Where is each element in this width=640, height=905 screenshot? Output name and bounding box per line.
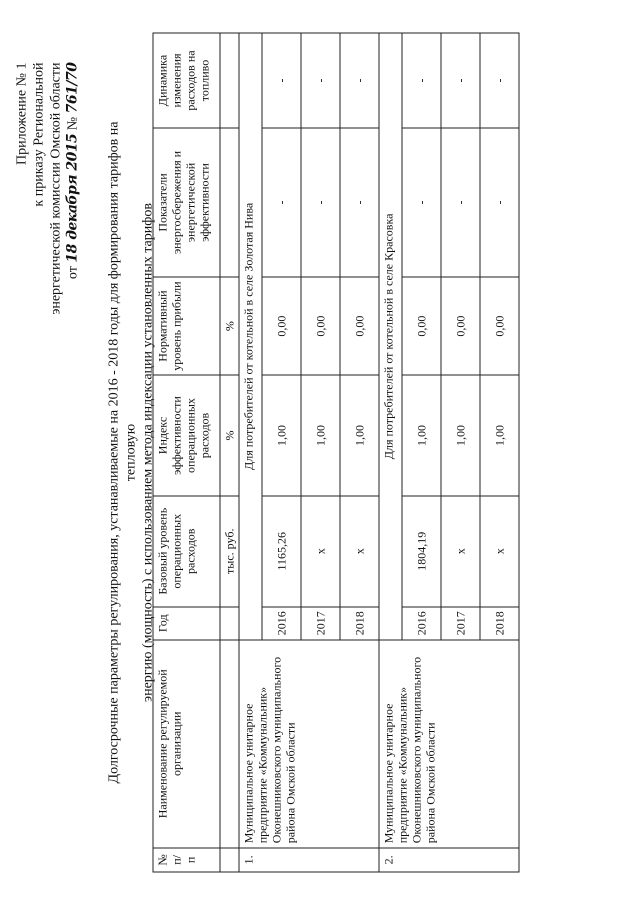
year-cell: 2018 bbox=[340, 607, 379, 640]
year-cell: 2017 bbox=[441, 607, 480, 640]
appendix-date-number bbox=[65, 63, 82, 423]
rotated-document-page bbox=[8, 23, 633, 883]
energy-saving-cell: - bbox=[402, 128, 441, 277]
profit-level-cell: 0,00 bbox=[340, 277, 379, 375]
unit-cell bbox=[220, 640, 239, 848]
profit-level-cell: 0,00 bbox=[402, 277, 441, 375]
column-header-base-opex bbox=[153, 496, 220, 607]
column-header-fuel-dynamics: Динамика изменения расходов на топливо bbox=[153, 33, 220, 128]
parameters-table bbox=[153, 33, 520, 873]
efficiency-index-cell: 1,00 bbox=[480, 375, 519, 495]
column-header-base-opex-label: Базовый уровень операционных расходов bbox=[155, 507, 198, 595]
efficiency-index-cell: 1,00 bbox=[402, 375, 441, 495]
section-title-row bbox=[379, 33, 402, 872]
column-header-organization: Наименование регулируемой организации bbox=[153, 640, 220, 848]
column-header-year: Год bbox=[153, 607, 220, 640]
organization-name: Муниципальное унитарное предприятие «Коммунальник» Оконешниковского муниципального района Омской области bbox=[239, 640, 379, 848]
energy-saving-cell: - bbox=[480, 128, 519, 277]
base-opex-cell: x bbox=[480, 496, 519, 607]
fuel-dynamics-cell: - bbox=[480, 33, 519, 128]
document-heading bbox=[106, 103, 157, 803]
row-number: 1. bbox=[239, 848, 379, 872]
unit-cell bbox=[220, 33, 239, 128]
efficiency-index-cell: 1,00 bbox=[441, 375, 480, 495]
unit-cell-profit-level: % bbox=[220, 277, 239, 375]
appendix-line-1: Приложение № 1 bbox=[14, 62, 30, 165]
section-title: Для потребителей от котельной в селе Красовка bbox=[379, 33, 402, 640]
fuel-dynamics-cell: - bbox=[262, 33, 301, 128]
unit-cell bbox=[220, 607, 239, 640]
row-number: 2. bbox=[379, 848, 519, 872]
handwritten-number: 761/70 bbox=[64, 62, 81, 114]
base-opex-cell: x bbox=[301, 496, 340, 607]
heading-line-1: Долгосрочные параметры регулирования, устанавливаемые на 2016 - 2018 годы для формирования тарифов на тепловую bbox=[106, 121, 139, 784]
unit-cell-efficiency-index: % bbox=[220, 375, 239, 495]
appendix-header bbox=[14, 63, 82, 423]
section-title-row bbox=[239, 33, 262, 872]
base-opex-cell: x bbox=[340, 496, 379, 607]
unit-cell bbox=[220, 848, 239, 872]
year-cell: 2017 bbox=[301, 607, 340, 640]
table-units-row bbox=[220, 33, 239, 872]
heading-line-2: энергию (мощность) с использованием метода индексации установленных тарифов bbox=[140, 203, 156, 702]
fuel-dynamics-cell: - bbox=[301, 33, 340, 128]
column-header-efficiency-index bbox=[153, 375, 220, 495]
unit-cell bbox=[220, 128, 239, 277]
organization-name: Муниципальное унитарное предприятие «Коммунальник» Оконешниковского муниципального района Омской области bbox=[379, 640, 519, 848]
fuel-dynamics-cell: - bbox=[441, 33, 480, 128]
efficiency-index-cell: 1,00 bbox=[340, 375, 379, 495]
base-opex-cell: 1804,19 bbox=[402, 496, 441, 607]
year-cell: 2016 bbox=[262, 607, 301, 640]
appendix-line-3: энергетической комиссии Омской области bbox=[48, 62, 64, 315]
fuel-dynamics-cell: - bbox=[402, 33, 441, 128]
efficiency-index-cell: 1,00 bbox=[301, 375, 340, 495]
table-header-row bbox=[153, 33, 220, 872]
column-header-profit-level-label: Нормативный уровень прибыли bbox=[155, 281, 184, 371]
column-header-number: № п/п bbox=[153, 848, 220, 872]
section-title: Для потребителей от котельной в селе Золотая Нива bbox=[239, 33, 262, 640]
profit-level-cell: 0,00 bbox=[441, 277, 480, 375]
profit-level-cell: 0,00 bbox=[301, 277, 340, 375]
base-opex-cell: x bbox=[441, 496, 480, 607]
energy-saving-cell: - bbox=[301, 128, 340, 277]
unit-cell-base-opex: тыс. руб. bbox=[220, 496, 239, 607]
profit-level-cell: 0,00 bbox=[262, 277, 301, 375]
energy-saving-cell: - bbox=[340, 128, 379, 277]
date-prefix: от bbox=[65, 266, 81, 280]
column-header-profit-level bbox=[153, 277, 220, 375]
year-cell: 2016 bbox=[402, 607, 441, 640]
number-prefix: № bbox=[65, 116, 81, 131]
column-header-energy-saving: Показатели энергосбережения и энергетической эффективности bbox=[153, 128, 220, 277]
base-opex-cell: 1165,26 bbox=[262, 496, 301, 607]
appendix-line-2: к приказу Региональной bbox=[31, 62, 47, 207]
efficiency-index-cell: 1,00 bbox=[262, 375, 301, 495]
year-cell: 2018 bbox=[480, 607, 519, 640]
energy-saving-cell: - bbox=[262, 128, 301, 277]
fuel-dynamics-cell: - bbox=[340, 33, 379, 128]
profit-level-cell: 0,00 bbox=[480, 277, 519, 375]
energy-saving-cell: - bbox=[441, 128, 480, 277]
handwritten-date: 18 декабря 2015 bbox=[64, 133, 81, 263]
column-header-efficiency-index-label: Индекс эффективности операционных расходов bbox=[155, 396, 212, 475]
